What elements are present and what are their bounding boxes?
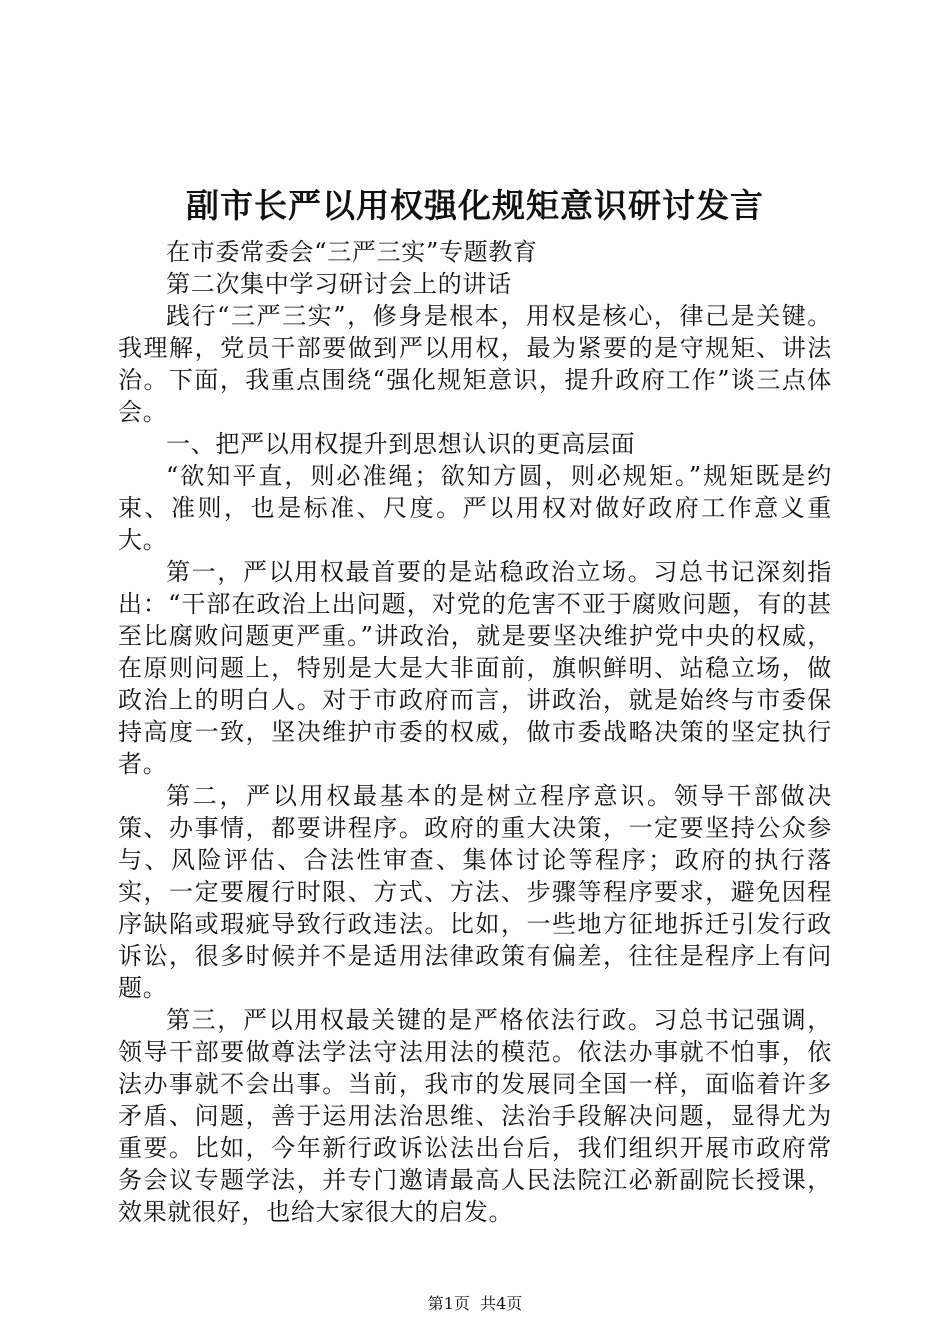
body-paragraph: 第二，严以用权最基本的是树立程序意识。领导干部做决策、办事情，都要讲程序。政府的重大决策，一定要坚持公众参与、风险评估、合法性审查、集体讨论等程序；政府的执行落实，一定要履行时限、方式、方法、步骤等程序要求，避免因程序缺陷或瑕疵导致行政违法。比如，一些地方征地拆迁引发行政诉讼，很多时候并不是适用法律政策有偏差，往往是程序上有问题。	[118, 782, 832, 1002]
body-paragraph: 第一，严以用权最首要的是站稳政治立场。习总书记深刻指出：“干部在政治上出问题，对党的危害不亚于腐败问题，有的甚至比腐败问题更严重。”讲政治，就是要坚决维护党中央的权威，在原则问题上，特别是大是大非面前，旗帜鲜明、站稳立场，做政治上的明白人。对于市政府而言，讲政治，就是始终与市委保持高度一致，坚决维护市委的权威，做市委战略决策的坚定执行者。	[118, 558, 832, 778]
page-number: 第1页 共4页	[427, 1294, 523, 1313]
body-paragraph: 践行“三严三实”，修身是根本，用权是核心，律己是关键。我理解，党员干部要做到严以用权，最为紧要的是守规矩、讲法治。下面，我重点围绕“强化规矩意识，提升政府工作”谈三点体会。	[118, 302, 832, 426]
body-paragraph: 第三，严以用权最关键的是严格依法行政。习总书记强调，领导干部要做尊法学法守法用法的模范。依法办事就不怕事，依法办事就不会出事。当前，我市的发展同全国一样，面临着许多矛盾、问题，善于运用法治思维、法治手段解决问题，显得尤为重要。比如，今年新行政诉讼法出台后，我们组织开展市政府常务会议专题学法，并专门邀请最高人民法院江必新副院长授课，效果就很好，也给大家很大的启发。	[118, 1006, 832, 1226]
subtitle-line-2: 第二次集中学习研讨会上的讲话	[166, 270, 512, 298]
document-body	[118, 236, 832, 1228]
body-paragraph: “欲知平直，则必准绳；欲知方圆，则必规矩。”规矩既是约束、准则，也是标准、尺度。严以用权对做好政府工作意义重大。	[118, 462, 832, 554]
page-footer	[0, 1293, 950, 1315]
section-heading: 一、把严以用权提升到思想认识的更高层面	[166, 430, 636, 458]
subtitle-line-1: 在市委常委会“三严三实”专题教育	[166, 238, 538, 266]
document-title: 副市长严以用权强化规矩意识研讨发言	[186, 186, 764, 225]
